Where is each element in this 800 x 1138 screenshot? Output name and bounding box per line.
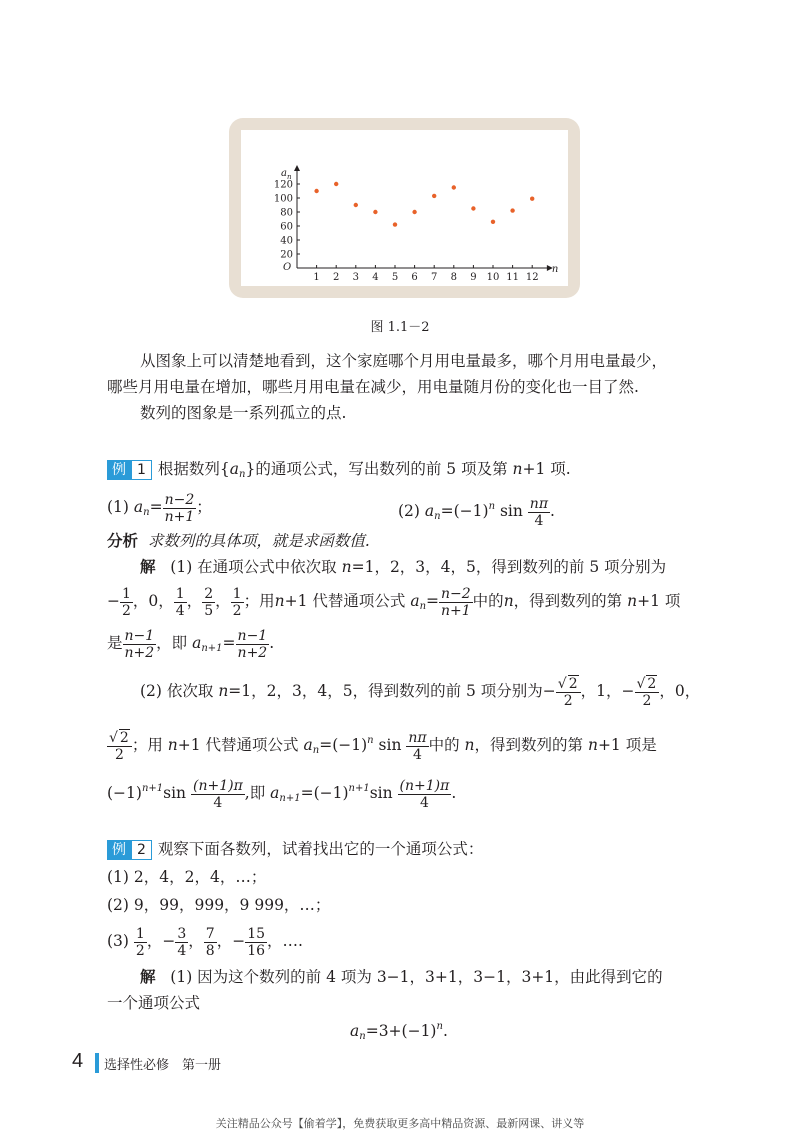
watermark-text: 关注精品公众号【偷着学】，免费获取更多高中精品资源、最新网课、讲义等 [215, 1117, 585, 1130]
data-point [354, 203, 358, 207]
y-axis-label-subscript: n [287, 173, 292, 181]
y-tick-label: 120 [273, 179, 293, 191]
example-2-item: (3) $\frac{1}{2}$ ，− $\frac{3}{4}$ ， $\frac{7}{8}$ ，− $\frac{15}{16}$ ，…. [107, 925, 303, 959]
fraction: $\frac{2}{5}$ [204, 585, 214, 619]
x-tick-label: 12 [525, 272, 539, 283]
book-title: 选择性必修 第一册 [104, 1058, 222, 1073]
x-tick-label: 3 [352, 272, 359, 283]
solution-line: $\frac{√ 2}{2}$ ；用 n+1 代替通项公式 $a_n=(-1)^n$ sin $\frac{n\pi}{4}$ 中的 n，得到数列的第 n+1 项是 [109, 729, 657, 763]
footer-accent-bar [95, 1053, 99, 1073]
fraction: $\frac{n-1}{n+2}$ [124, 627, 155, 661]
data-point [393, 222, 397, 226]
fraction: $\frac{n\pi}{4}$ [529, 495, 549, 529]
figure-frame [229, 118, 580, 298]
scatter-chart [241, 130, 568, 286]
y-tick-label: 80 [280, 207, 293, 219]
solution-line: 一个通项公式 [107, 994, 201, 1012]
fraction: $\frac{1}{2}$ [122, 585, 131, 619]
example-1-part-2: (2) $a_n=(-1)^n$ sin $\frac{n\pi}{4}$ . [398, 495, 555, 529]
solution-line: (2) 依次取 n=1，2，3，4，5，得到数列的前 5 项分别为− $\frac{√ 2}{2}$ ，1，− $\frac{√ 2}{2}$ ，0， [140, 676, 701, 709]
solution-line: 解 (1) 因为这个数列的前 4 项为 3−1，3+1，3−1，3+1，由此得到它的 [140, 968, 663, 986]
fraction: $\frac{n-2}{n+1}$ [441, 585, 471, 619]
page-number: 4 [72, 1050, 84, 1072]
solution-line: − $\frac{1}{2}$ ，0， $\frac{1}{4}$ ， $\frac{2}{5}$ ， $\frac{1}{2}$ ；用n+1 代替通项公式 $a_n=$ $\frac{n-2}{n+1}$ 中的n，得到数列的第 n+1 项 [107, 585, 681, 619]
x-tick-label: 7 [431, 272, 438, 283]
fraction: $\frac{√ 2}{2}$ [635, 675, 660, 709]
fraction: $\frac{(n+1)\pi}{4}$ [192, 777, 243, 811]
example-1-part-1: (1) $a_n=$ $\frac{n-2}{n+1}$ ； [107, 491, 212, 525]
x-tick-label: 9 [470, 272, 477, 283]
example-1-heading: 例 1 根据数列$\{a_n\}$的通项公式，写出数列的前 5 项及第 n+1 项. [107, 458, 571, 486]
data-point [314, 189, 318, 193]
fraction: $\frac{15}{16}$ [247, 925, 266, 959]
y-tick-label: 100 [273, 193, 293, 205]
fraction: $\frac{(n+1)\pi}{4}$ [399, 777, 450, 811]
origin-label: O [283, 262, 292, 273]
example-tag: 例 2 [107, 840, 152, 860]
fraction: $\frac{3}{4}$ [177, 925, 187, 959]
fraction: $\frac{n-1}{n+2}$ [237, 627, 268, 661]
x-tick-label: 2 [333, 272, 340, 283]
x-tick-label: 6 [411, 272, 418, 283]
formula-line: $a_n=3+(-1)^n$. [350, 1021, 448, 1042]
x-tick-label: 5 [391, 272, 399, 283]
data-point [510, 208, 514, 212]
fraction: $\frac{√ 2}{2}$ [107, 729, 132, 763]
x-tick-label: 4 [372, 272, 379, 283]
data-point [471, 206, 475, 210]
paragraph-line: 从图象上可以清楚地看到，这个家庭哪个月用电量最多，哪个月用电量最少， [140, 352, 668, 370]
y-axis-label: a [281, 168, 287, 179]
example-tag: 例 1 [107, 460, 152, 480]
solution-line: 解 (1) 在通项公式中依次取 n=1，2，3，4，5，得到数列的前 5 项分别为 [140, 558, 667, 576]
x-tick-label: 11 [506, 272, 519, 283]
solution-line: 是 $\frac{n-1}{n+2}$ ，即 $a_{n+1}=$ $\frac{n-1}{n+2}$ . [107, 627, 275, 661]
data-point [373, 210, 377, 214]
y-tick-label: 40 [280, 235, 293, 247]
fraction: $\frac{1}{2}$ [232, 585, 242, 619]
solution-line: $(-1)^{n+1}\sin$ $\frac{(n+1)\pi}{4}$ ,即 $a_{n+1}=(-1)^{n+1}\sin$ $\frac{(n+1)\pi}{4}$ . [107, 777, 457, 811]
x-tick-label: 10 [486, 272, 500, 283]
analysis-line: 分析 求数列的具体项，就是求函数值. [107, 532, 370, 550]
x-tick-label: 1 [313, 272, 320, 283]
data-point [452, 185, 456, 189]
data-point [491, 220, 495, 224]
paragraph-line: 数列的图象是一系列孤立的点. [140, 404, 347, 422]
paragraph-line: 哪些月用电量在增加，哪些月用电量在减少，用电量随月份的变化也一目了然. [107, 378, 639, 396]
fraction: $\frac{√ 2}{2}$ [556, 675, 581, 709]
data-point [334, 182, 338, 186]
data-point [412, 210, 416, 214]
fraction: $\frac{7}{8}$ [205, 925, 215, 959]
example-2-heading: 例 2 观察下面各数列，试着找出它的一个通项公式： [107, 838, 483, 860]
y-axis-arrow [294, 165, 300, 171]
example-2-item: (1) 2，4，2，4，…； [107, 868, 267, 886]
data-point [530, 197, 534, 201]
x-axis-label: n [551, 264, 559, 275]
data-point [432, 194, 436, 198]
figure-panel [241, 130, 568, 286]
x-tick-label: 8 [450, 272, 457, 283]
fraction: $\frac{1}{2}$ [135, 925, 145, 959]
example-2-item: (2) 9，99，999，9 999，…； [107, 896, 331, 914]
y-tick-label: 60 [280, 221, 293, 233]
fraction: $\frac{n-2}{n+1}$ [164, 491, 195, 525]
fraction: $\frac{1}{4}$ [175, 585, 185, 619]
y-tick-label: 20 [280, 249, 293, 261]
figure-caption: 图 1.1－2 [370, 320, 430, 335]
fraction: $\frac{n\pi}{4}$ [408, 729, 427, 763]
